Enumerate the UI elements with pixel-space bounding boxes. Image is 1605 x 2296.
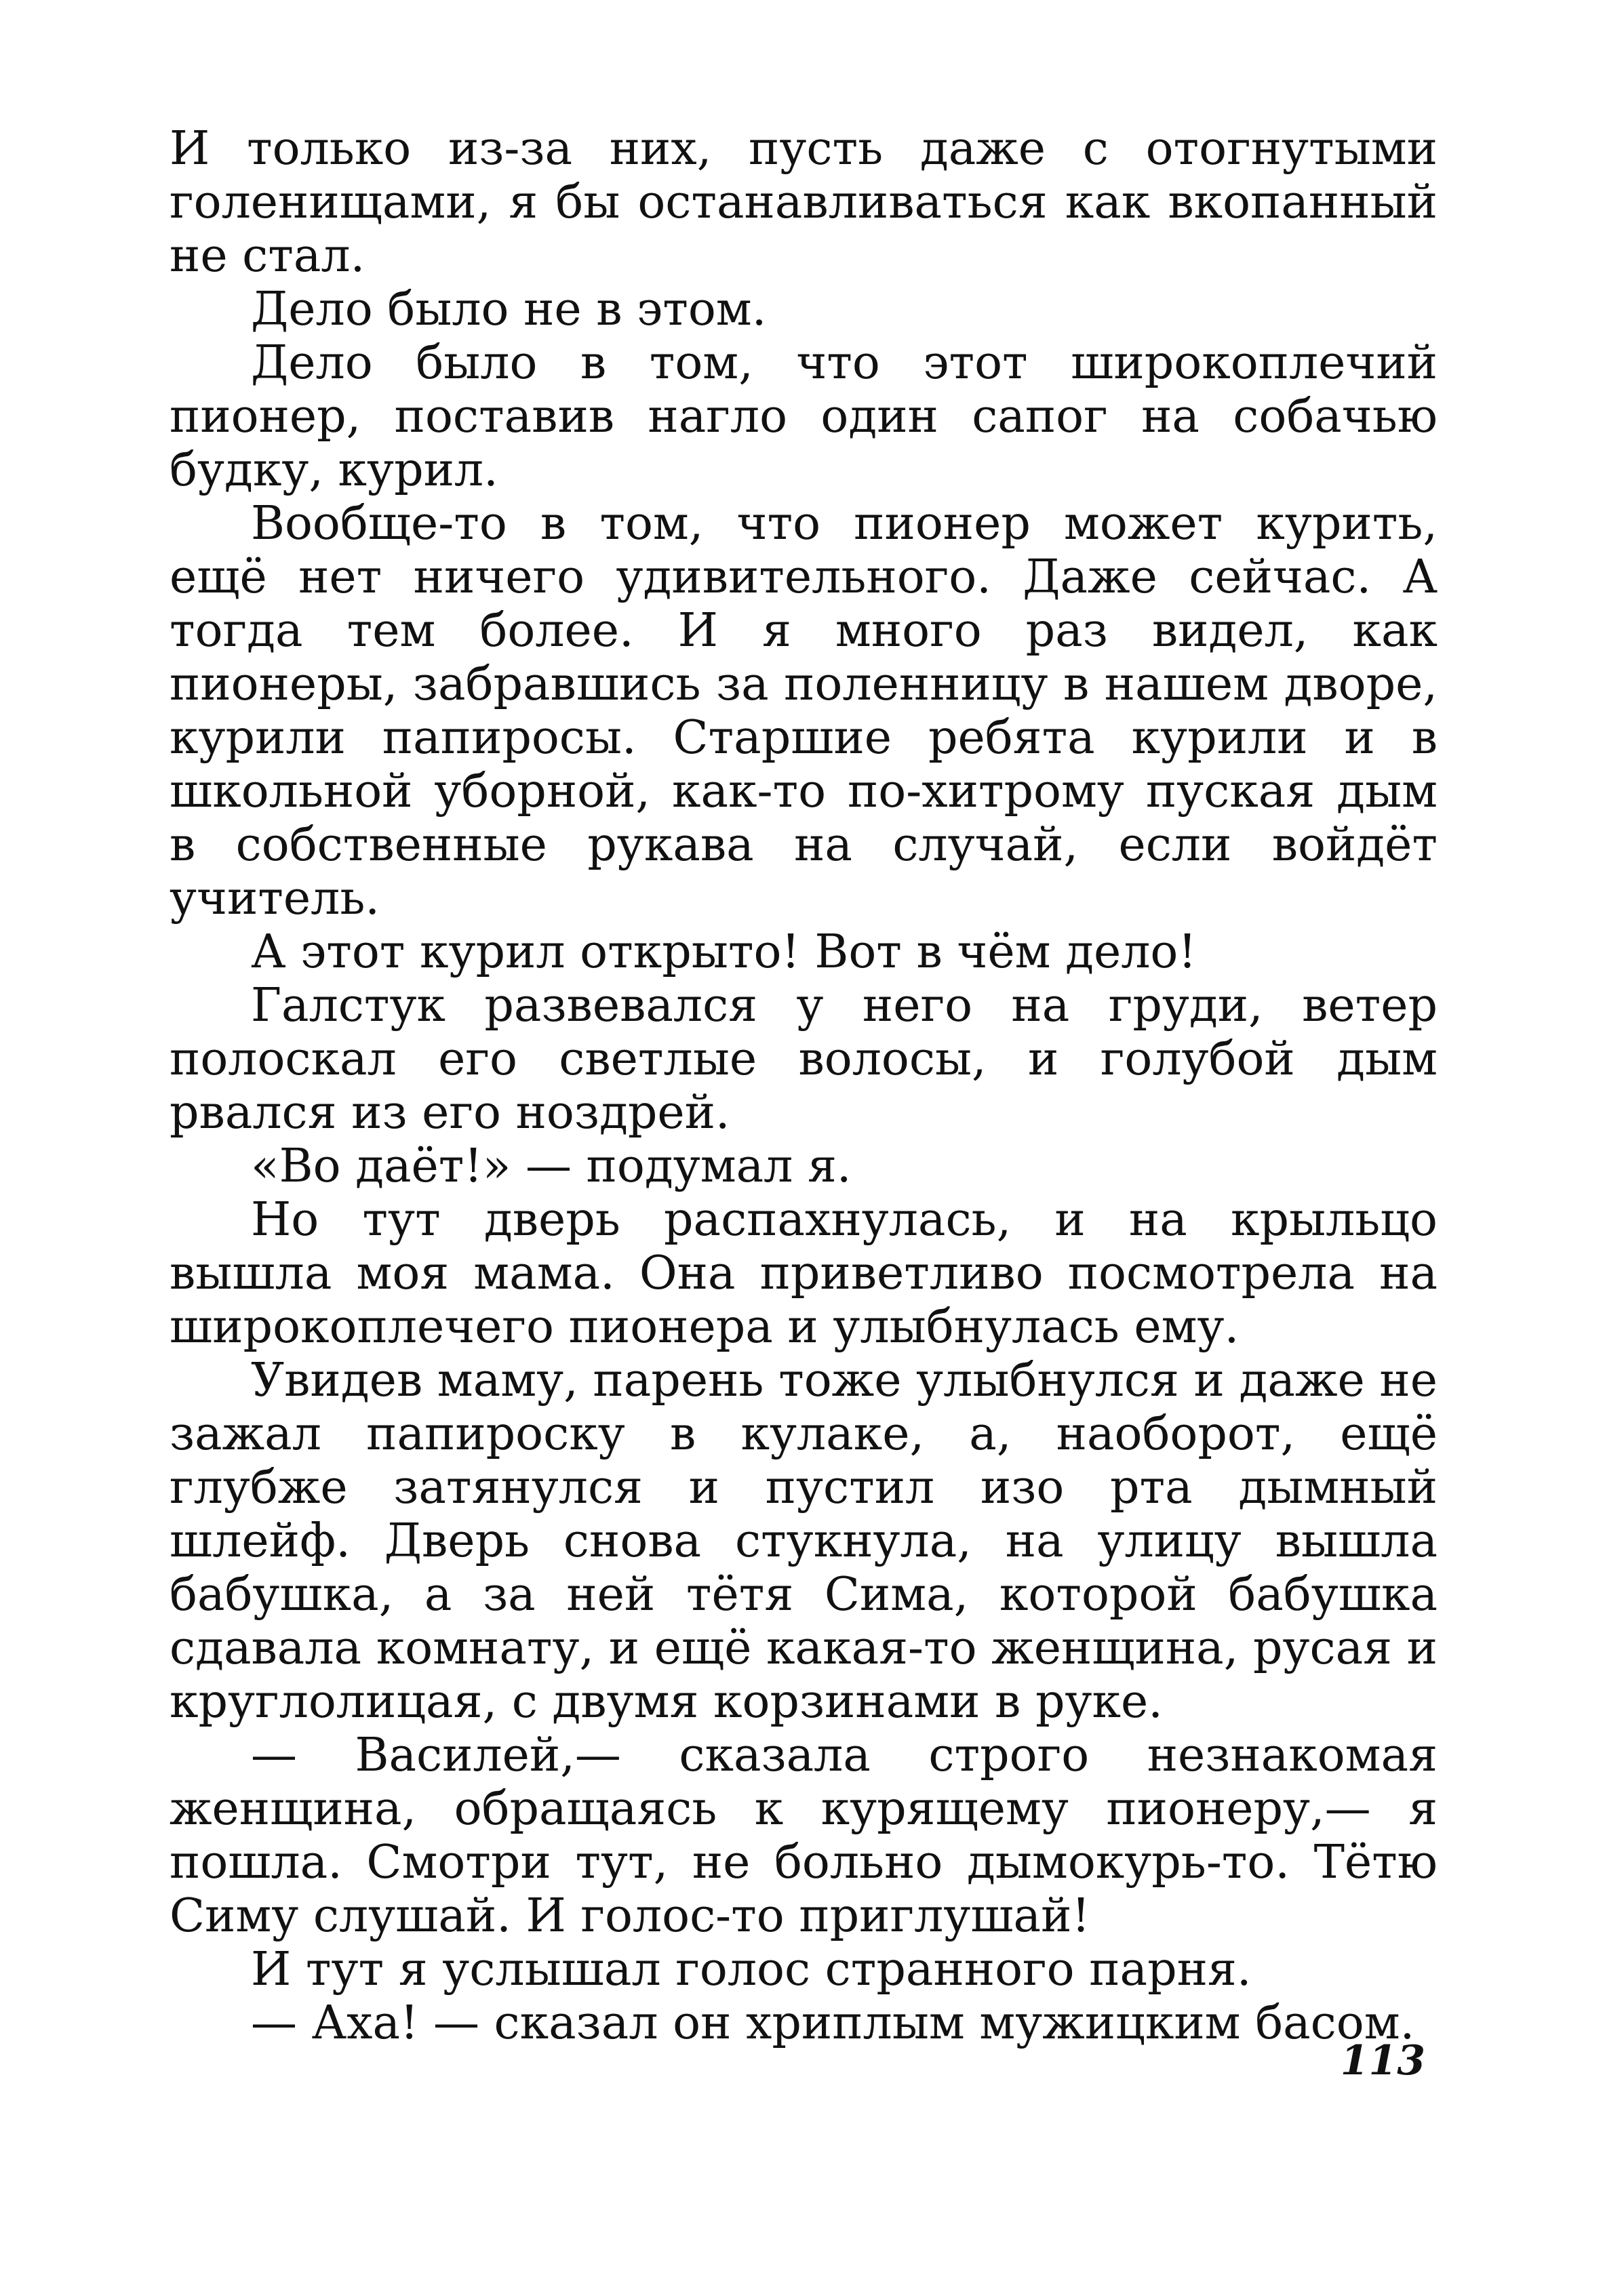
paragraph-2: Дело было не в этом.: [251, 283, 767, 336]
paragraph-1: И только из-за них, пусть даже с отогнутыми голенищами, я бы останавливаться как вкопанный не стал.: [170, 122, 1438, 283]
page-number: 113: [1340, 2037, 1425, 2084]
paragraph-8: Но тут дверь распахнулась, и на крыльцо вышла моя мама. Она приветливо посмотрела на широкоплечего пионера и улыбнулась ему.: [170, 1193, 1438, 1354]
paragraph-4: Вообще-то в том, что пионер может курить, ещё нет ничего удивительного. Даже сейчас. А тогда тем более. И я много раз видел, как пионеры, забравшись за поленницу в нашем дворе, курили папиросы. Старшие ребята курили и в школьной уборной, как-то по-хитрому пуская дым в собственные рукава на случай, если войдёт учитель.: [170, 497, 1438, 925]
paragraph-11: И тут я услышал голос странного парня.: [251, 1943, 1252, 1996]
paragraph-5: А этот курил открыто! Вот в чём дело!: [251, 925, 1197, 979]
paragraph-12: — Аха! — сказал он хриплым мужицким басом.: [251, 1996, 1415, 2050]
paragraph-6: Галстук развевался у него на груди, ветер полоскал его светлые волосы, и голубой дым рвался из его ноздрей.: [170, 979, 1438, 1140]
page-body: [170, 122, 1438, 2156]
paragraph-7: «Во даёт!» — подумал я.: [251, 1140, 852, 1193]
paragraph-10: — Василей,— сказала строго незнакомая женщина, обращаясь к курящему пионеру,— я пошла. Смотри тут, не больно дымокурь-то. Тётю Симу слушай. И голос-то приглушай!: [170, 1729, 1438, 1943]
paragraph-3: Дело было в том, что этот широкоплечий пионер, поставив нагло один сапог на собачью будку, курил.: [170, 336, 1438, 497]
paragraph-9: Увидев маму, парень тоже улыбнулся и даже не зажал папироску в кулаке, а, наоборот, ещё глубже затянулся и пустил изо рта дымный шлейф. Дверь снова стукнула, на улицу вышла бабушка, а за ней тётя Сима, которой бабушка сдавала комнату, и ещё какая-то женщина, русая и круглолицая, с двумя корзинами в руке.: [170, 1354, 1438, 1729]
